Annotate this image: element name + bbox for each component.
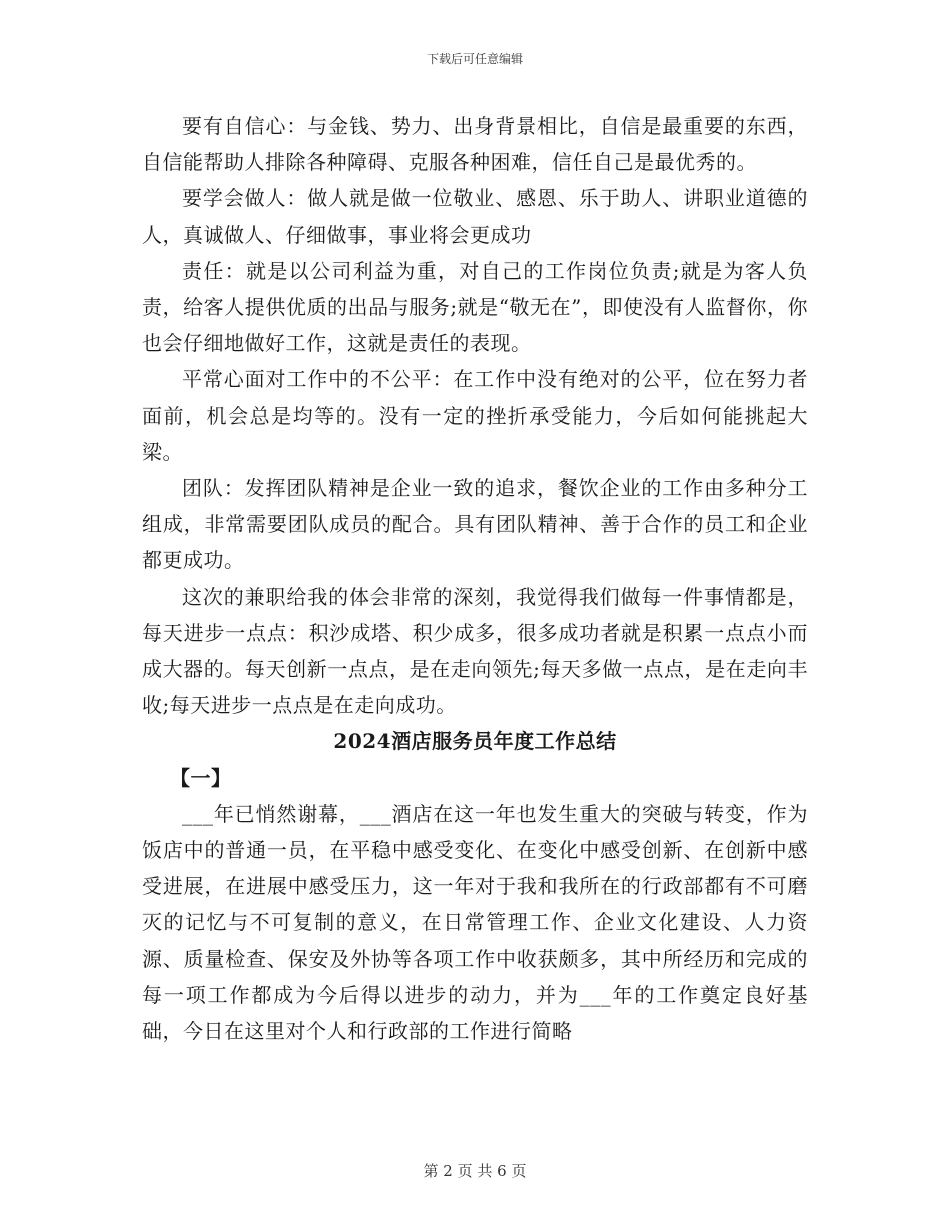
page-header-note: 下载后可任意编辑 [426,52,523,66]
paragraph-annual-summary: ___年已悄然谢幕，___酒店在这一年也发生重大的突破与转变，作为饭店中的普通一员，在平稳中感受变化、在变化中感受创新、在创新中感受进展，在进展中感受压力，这一年对于我和我所在的行政部都有不可磨灭的记忆与不可复制的意义，在日常管理工作、企业文化建设、人力资源、质量检查、保安及外协等各项工作中收获颇多，其中所经历和完成的每一项工作都成为今后得以进步的动力，并为___年的工作奠定良好基础，今日在这里对个人和行政部的工作进行简略 [142,801,808,1044]
paragraph-teamwork: 团队：发挥团队精神是企业一致的追求，餐饮企业的工作由多种分工组成，非常需要团队成员的配合。具有团队精神、善于合作的员工和企业都更成功。 [142,476,808,573]
paragraph-fairness: 平常心面对工作中的不公平：在工作中没有绝对的公平，位在努力者面前，机会总是均等的。没有一定的挫折承受能力，今后如何能挑起大梁。 [142,367,808,464]
page-number: 第 2 页 共 6 页 [423,1162,527,1180]
paragraph-be-a-good-person: 要学会做人：做人就是做一位敬业、感恩、乐于助人、讲职业道德的人，真诚做人、仔细做事，事业将会更成功 [142,186,808,247]
paragraph-responsibility: 责任：就是以公司利益为重，对自己的工作岗位负责;就是为客人负责，给客人提供优质的出品与服务;就是“敬无在”，即使没有人监督你，你也会仔细地做好工作，这就是责任的表现。 [142,258,808,356]
paragraph-self-confidence: 要有自信心：与金钱、势力、出身背景相比，自信是最重要的东西，自信能帮助人排除各种障碍、克服各种困难，信任自己是最优秀的。 [142,114,808,175]
section-subtitle: 【一】 [170,765,232,790]
document-body [142,108,808,1049]
section-title: 2024酒店服务员年度工作总结 [333,729,617,754]
paragraph-reflection: 这次的兼职给我的体会非常的深刻，我觉得我们做每一件事情都是，每天进步一点点：积沙成塔、积少成多，很多成功者就是积累一点点小而成大器的。每天创新一点点，是在走向领先;每天多做一点点，是在走向丰收;每天进步一点点是在走向成功。 [142,584,808,718]
